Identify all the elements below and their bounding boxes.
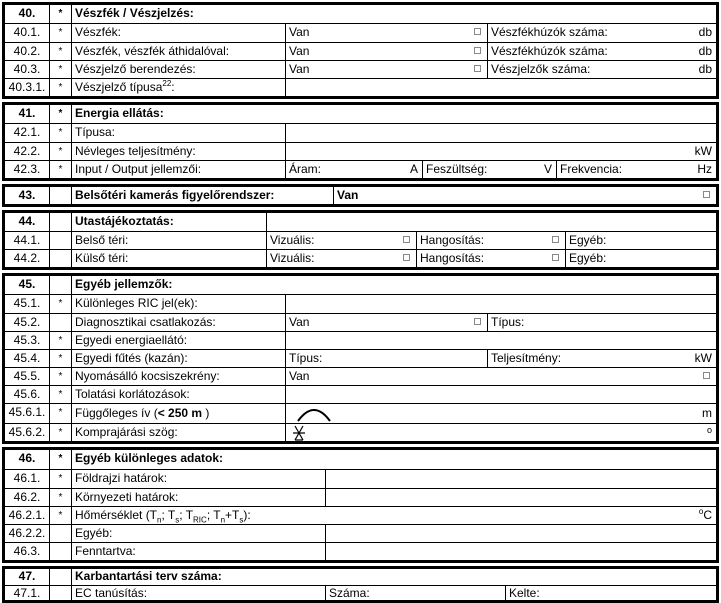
label-text: +T — [225, 508, 240, 522]
value-field[interactable] — [285, 314, 487, 331]
mandatory-marker: * — [49, 450, 71, 469]
other-field[interactable] — [565, 250, 716, 267]
mandatory-marker: * — [49, 386, 71, 403]
section-45-header — [5, 276, 716, 295]
ric-field[interactable] — [285, 295, 716, 313]
table-row — [5, 385, 716, 403]
power-field[interactable] — [487, 350, 716, 367]
mandatory-marker: * — [49, 470, 71, 488]
row-number: 46.2.2. — [8, 526, 46, 540]
unit-label: A — [409, 162, 418, 176]
table-row — [5, 403, 716, 423]
audio-field[interactable] — [416, 232, 565, 249]
field-value: Van — [289, 369, 310, 383]
section-47 — [2, 566, 719, 603]
value-field[interactable] — [285, 43, 487, 60]
value-field[interactable] — [285, 368, 716, 385]
field-label: Feszültség: — [426, 162, 488, 176]
section-title: Karbantartási terv száma: — [71, 569, 716, 585]
checkbox[interactable] — [474, 65, 481, 72]
env-limits-field[interactable] — [325, 489, 716, 506]
table-row — [5, 331, 716, 349]
mandatory-marker: * — [49, 43, 71, 60]
table-row — [5, 187, 716, 204]
row-number: 42.1. — [13, 125, 41, 139]
table-row — [5, 585, 716, 600]
unit-label: m — [702, 406, 712, 420]
row-number: 47.1. — [13, 586, 41, 600]
mandatory-marker — [49, 232, 71, 249]
energy-field[interactable] — [285, 332, 716, 349]
table-row — [5, 231, 716, 249]
field-label: Külső téri: — [71, 250, 266, 267]
row-number: 44. — [18, 214, 36, 228]
mandatory-marker: * — [49, 295, 71, 313]
checkbox[interactable] — [703, 191, 710, 198]
field-value: Van — [289, 315, 310, 329]
field-label: Frekvencia: — [560, 162, 623, 176]
other-field[interactable] — [325, 525, 716, 542]
checkbox[interactable] — [474, 28, 481, 35]
row-number: 40. — [18, 6, 36, 20]
degree-sign: o — [698, 507, 704, 516]
section-44-header — [5, 213, 716, 231]
visual-field[interactable] — [266, 250, 416, 267]
degree-sign: o — [706, 425, 712, 435]
label-bold: < 250 m — [157, 406, 203, 420]
row-number: 46.2.1. — [8, 508, 46, 522]
section-46-header — [5, 450, 716, 470]
section-41 — [2, 102, 719, 181]
table-row — [5, 42, 716, 60]
subscript: s — [175, 515, 180, 524]
mandatory-marker: * — [49, 143, 71, 160]
row-number: 42.3. — [13, 162, 41, 176]
field-label: Száma: — [329, 586, 370, 600]
mandatory-marker: * — [49, 61, 71, 78]
field-label: Belső téri: — [71, 232, 266, 249]
field-label — [71, 404, 285, 423]
field-label: EC tanúsítás: — [71, 586, 325, 600]
mandatory-marker — [49, 213, 71, 231]
row-number: 45.2. — [13, 315, 41, 329]
field-label: Áram: — [289, 162, 322, 176]
vertical-curve-icon — [296, 405, 332, 423]
voltage-field[interactable] — [422, 161, 556, 178]
row-number: 46.3. — [13, 544, 41, 558]
field-label: Input / Output jellemzői: — [71, 161, 285, 178]
field-label: Egyéb: — [71, 525, 325, 542]
table-row — [5, 295, 716, 313]
unit-label — [699, 507, 712, 524]
section-47-header — [5, 569, 716, 585]
subscript: n — [157, 515, 162, 524]
row-number: 45.3. — [13, 333, 41, 347]
field-label: Típus: — [289, 351, 323, 365]
curve-field[interactable] — [285, 404, 716, 423]
mandatory-marker — [49, 543, 71, 560]
buffer-angle-icon — [292, 425, 306, 441]
checkbox[interactable] — [403, 236, 410, 243]
mandatory-marker — [49, 569, 71, 585]
field-value: Van — [289, 44, 310, 58]
row-number: 47. — [18, 569, 36, 583]
field-value: Van — [289, 62, 310, 76]
geo-limits-field[interactable] — [325, 470, 716, 488]
checkbox[interactable] — [403, 254, 410, 261]
section-40 — [2, 2, 719, 99]
mandatory-marker: * — [49, 5, 71, 23]
field-label: Vészfékhúzók száma: — [491, 25, 608, 39]
checkbox[interactable] — [474, 47, 481, 54]
value-field[interactable] — [285, 61, 487, 78]
type-field[interactable] — [487, 314, 716, 331]
table-row — [5, 488, 716, 506]
section-43 — [2, 184, 719, 207]
mandatory-marker: * — [49, 161, 71, 178]
row-number: 40.1. — [13, 25, 41, 39]
row-number: 46.1. — [13, 471, 41, 485]
reserved-field[interactable] — [325, 543, 716, 560]
section-41-header — [5, 105, 716, 124]
mandatory-marker: * — [49, 24, 71, 42]
table-row — [5, 524, 716, 542]
unit-text: C — [703, 508, 712, 522]
mandatory-marker: * — [49, 124, 71, 142]
mandatory-marker: * — [49, 424, 71, 441]
section-46 — [2, 447, 719, 563]
label-colon: : — [171, 80, 175, 94]
field-label: Típusa: — [71, 124, 285, 142]
table-row — [5, 313, 716, 331]
field-label: Típus: — [491, 315, 525, 329]
count-field[interactable] — [487, 24, 716, 42]
table-row — [5, 349, 716, 367]
value-field[interactable] — [333, 187, 716, 204]
mandatory-marker — [49, 250, 71, 267]
row-number: 42.2. — [13, 144, 41, 158]
field-label: Diagnosztikai csatlakozás: — [71, 314, 285, 331]
row-number: 43. — [18, 188, 36, 202]
subscript: RIC — [193, 515, 207, 524]
type-field[interactable] — [285, 79, 716, 96]
subscript: s — [239, 515, 244, 524]
row-number: 45.4. — [13, 351, 41, 365]
table-row — [5, 506, 716, 524]
row-number: 40.3.1. — [8, 80, 46, 94]
count-field[interactable] — [487, 43, 716, 60]
mandatory-marker — [49, 187, 71, 204]
table-row — [5, 367, 716, 385]
field-label: Fenntartva: — [71, 543, 325, 560]
frequency-field[interactable] — [556, 161, 716, 178]
label-text: ): — [243, 508, 251, 522]
field-label: Komprajárási szög: — [71, 424, 285, 441]
label-text: Vészjelző típusa — [75, 80, 163, 94]
section-40-header — [5, 5, 716, 24]
unit-label: V — [543, 162, 552, 176]
table-row — [5, 78, 716, 96]
field-label: Különleges RIC jel(ek): — [71, 295, 285, 313]
subscript: n — [220, 515, 226, 524]
label-text: ; T — [161, 508, 176, 522]
empty-cell — [266, 213, 716, 231]
field-label: Hangosítás: — [420, 233, 485, 247]
field-label: Vészfékhúzók száma: — [491, 44, 608, 58]
temperature-field[interactable] — [71, 507, 716, 524]
field-label: Egyedi energiaellátó: — [71, 332, 285, 349]
mandatory-marker: * — [49, 507, 71, 524]
row-number: 45. — [18, 277, 36, 291]
table-row — [5, 142, 716, 160]
table-row — [5, 542, 716, 560]
row-number: 46. — [18, 451, 36, 465]
row-number: 44.2. — [13, 251, 41, 265]
section-title: Utastájékoztatás: — [71, 213, 266, 231]
checkbox[interactable] — [474, 318, 481, 325]
mandatory-marker — [49, 314, 71, 331]
field-label: Kelte: — [509, 586, 540, 600]
mandatory-marker — [49, 586, 71, 600]
unit-label: db — [698, 44, 712, 58]
unit-label: kW — [694, 351, 712, 365]
mandatory-marker: * — [49, 79, 71, 96]
row-number: 40.2. — [13, 44, 41, 58]
angle-field[interactable] — [285, 424, 716, 441]
mandatory-marker: * — [49, 350, 71, 367]
mandatory-marker: * — [49, 404, 71, 423]
table-row — [5, 470, 716, 488]
other-field[interactable] — [565, 232, 716, 249]
field-value: Van — [289, 25, 310, 39]
unit-label: db — [698, 62, 712, 76]
field-label: Teljesítmény: — [491, 351, 562, 365]
row-number: 44.1. — [13, 233, 41, 247]
mandatory-marker: * — [49, 332, 71, 349]
power-field[interactable] — [285, 143, 716, 160]
audio-field[interactable] — [416, 250, 565, 267]
field-label: Vészjelző berendezés: — [71, 61, 285, 78]
field-label: Nyomásálló kocsiszekrény: — [71, 368, 285, 385]
field-label: Vizuális: — [270, 251, 315, 265]
row-number: 46.2. — [13, 490, 41, 504]
section-title: Egyéb különleges adatok: — [71, 450, 716, 469]
row-number: 45.6.1. — [8, 405, 46, 419]
field-value: Van — [337, 188, 359, 202]
section-title: Energia ellátás: — [71, 105, 716, 123]
footnote-ref: 22 — [162, 79, 172, 88]
table-row — [5, 160, 716, 178]
field-label: Földrajzi határok: — [71, 470, 325, 488]
field-label: Névleges teljesítmény: — [71, 143, 285, 160]
table-row — [5, 249, 716, 267]
checkbox[interactable] — [552, 254, 559, 261]
field-label: Vészfék, vészfék áthidalóval: — [71, 43, 285, 60]
table-row — [5, 24, 716, 42]
row-number: 45.6.2. — [8, 425, 46, 439]
field-label: Vészjelzők száma: — [491, 62, 591, 76]
row-number: 45.6. — [13, 387, 41, 401]
checkbox[interactable] — [552, 236, 559, 243]
section-title: Egyéb jellemzők: — [71, 276, 716, 294]
field-label: Egyedi fűtés (kazán): — [71, 350, 285, 367]
unit-label: kW — [694, 144, 712, 158]
checkbox[interactable] — [703, 372, 710, 379]
table-row — [5, 124, 716, 142]
label-text: Függőleges ív ( — [75, 406, 158, 420]
section-title: Belsőtéri kamerás figyelőrendszer: — [71, 187, 333, 204]
type-field[interactable] — [285, 350, 487, 367]
table-row — [5, 423, 716, 441]
field-label: Vészfék: — [71, 24, 285, 42]
field-label: Vizuális: — [270, 233, 315, 247]
label-text: ) — [202, 406, 210, 420]
mandatory-marker: * — [49, 368, 71, 385]
visual-field[interactable] — [266, 232, 416, 249]
field-label: Hangosítás: — [420, 251, 485, 265]
row-number: 41. — [18, 106, 36, 120]
section-44 — [2, 210, 719, 270]
mandatory-marker: * — [49, 105, 71, 123]
mandatory-marker — [49, 276, 71, 294]
section-title: Vészfék / Vészjelzés: — [71, 5, 716, 23]
date-field[interactable] — [505, 586, 716, 600]
type-field[interactable] — [285, 124, 716, 142]
field-label: Egyéb: — [569, 233, 607, 247]
label-text: ; T — [206, 508, 221, 522]
label-text: ; T — [179, 508, 194, 522]
empty-cell — [285, 386, 716, 403]
mandatory-marker — [49, 525, 71, 542]
section-45 — [2, 273, 719, 444]
unit-label: db — [698, 25, 712, 39]
form-page — [2, 2, 719, 603]
value-field[interactable] — [285, 24, 487, 42]
count-field[interactable] — [487, 61, 716, 78]
field-label: Környezeti határok: — [71, 489, 325, 506]
field-label — [71, 79, 285, 96]
row-number: 45.5. — [13, 369, 41, 383]
number-field[interactable] — [325, 586, 505, 600]
label-text: Hőmérséklet (T — [75, 508, 158, 522]
field-label: Tolatási korlátozások: — [71, 386, 285, 403]
mandatory-marker: * — [49, 489, 71, 506]
current-field[interactable] — [285, 161, 422, 178]
row-number: 45.1. — [13, 296, 41, 310]
row-number: 40.3. — [13, 62, 41, 76]
unit-label: Hz — [697, 162, 712, 176]
table-row — [5, 60, 716, 78]
field-label: Egyéb: — [569, 251, 607, 265]
